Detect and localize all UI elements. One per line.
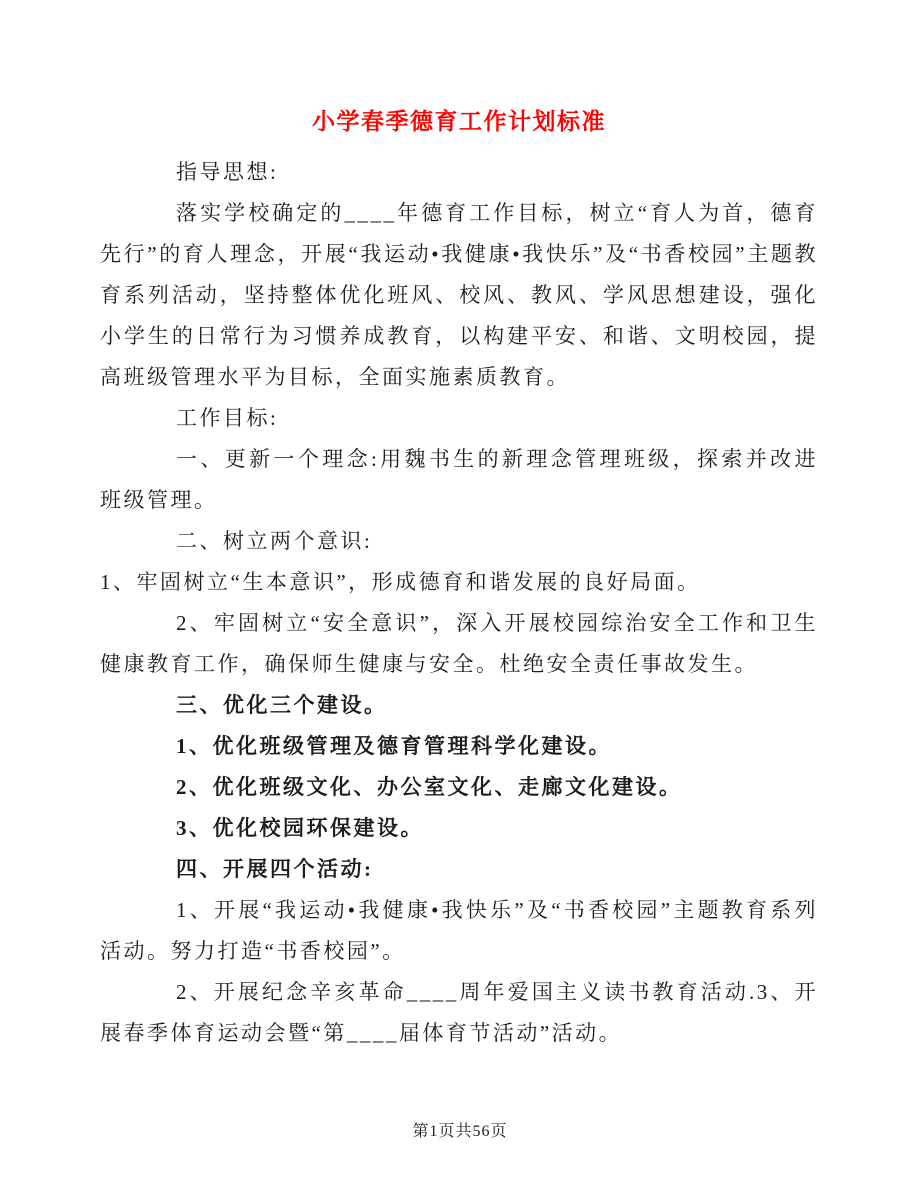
para-construction-item-2: 2、优化班级文化、办公室文化、走廊文化建设。 xyxy=(176,775,683,799)
para-awareness-item-2: 2、牢固树立“安全意识”，深入开展校园综治安全工作和卫生健康教育工作，确保师生健康与安全。杜绝安全责任事故发生。 xyxy=(100,611,818,676)
document-title: 小学春季德育工作计划标准 xyxy=(312,109,606,134)
para-work-goals-label: 工作目标: xyxy=(176,406,279,430)
para-construction-item-1: 1、优化班级管理及德育管理科学化建设。 xyxy=(176,734,612,758)
para-guiding-ideology-body: 落实学校确定的____年德育工作目标，树立“育人为首，德育先行”的育人理念，开展“我运动•我健康•我快乐”及“书香校园”主题教育系列活动，坚持整体优化班风、校风、教风、学风思想建设，强化小学生的日常行为习惯养成教育，以构建平安、和谐、文明校园，提高班级管理水平为目标，全面实施素质教育。 xyxy=(100,201,818,389)
para-activity-item-1: 1、开展“我运动•我健康•我快乐”及“书香校园”主题教育系列活动。努力打造“书香校园”。 xyxy=(100,898,818,963)
para-activity-item-2-3: 2、开展纪念辛亥革命____周年爱国主义读书教育活动.3、开展春季体育运动会暨“第____届体育节活动”活动。 xyxy=(100,980,818,1045)
para-goal-four-activities-label: 四、开展四个活动: xyxy=(176,857,374,881)
para-goal-two-awareness-label: 二、树立两个意识: xyxy=(176,529,373,553)
para-goal-one-concept: 一、更新一个理念:用魏书生的新理念管理班级，探索并改进班级管理。 xyxy=(100,447,818,512)
para-awareness-item-1: 1、牢固树立“生本意识”，形成德育和谐发展的良好局面。 xyxy=(100,570,701,594)
page-number-footer: 第1页共56页 xyxy=(412,1123,508,1140)
para-construction-item-3: 3、优化校园环保建设。 xyxy=(176,816,424,840)
para-guiding-ideology-label: 指导思想: xyxy=(176,160,279,184)
para-goal-three-constructions-label: 三、优化三个建设。 xyxy=(176,693,388,717)
